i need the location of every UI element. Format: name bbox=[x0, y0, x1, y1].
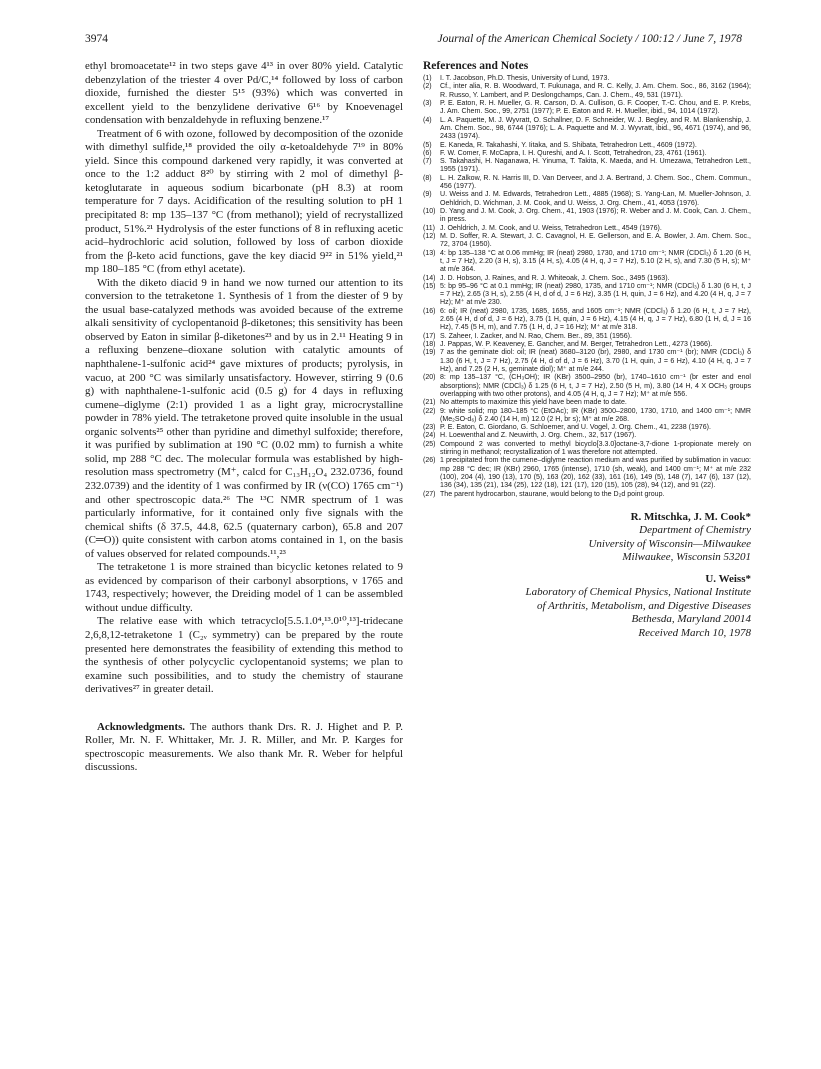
reference-number: (7) bbox=[423, 158, 432, 166]
reference-item bbox=[423, 308, 751, 333]
reference-text: D. Yang and J. M. Cook, J. Org. Chem., 41, 1903 (1976); R. Weber and J. M. Cook, Can. J. Chem., in press. bbox=[440, 208, 751, 224]
reference-item bbox=[423, 117, 751, 142]
affiliation-block-1 bbox=[423, 511, 751, 565]
reference-item bbox=[423, 83, 751, 100]
reference-text: 4: bp 135–138 °C at 0.06 mmHg; IR (neat) 2980, 1730, and 1710 cm⁻¹; NMR (CDCl₃) δ 1.20 (6 H, t, J = 7 Hz), 2.20 (3 H, s), 3.15 (4 H, s), 4.05 (4 H, q, J = 7 Hz), 5.10 (2 H, s), and 7.30 (5 H, s); M⁺ at m/e 364. bbox=[440, 249, 751, 274]
reference-text: The parent hydrocarbon, staurane, would belong to the D₂d point group. bbox=[440, 490, 665, 498]
reference-text: 9: white solid; mp 180–185 °C (EtOAc); IR (KBr) 3500–2800, 1730, 1710, and 1400 cm⁻¹; NMR (Me₂SO-d₆) δ 2.40 (14 H, m) 12.0 (2 H, br s); M⁺ at m/e 268. bbox=[440, 407, 751, 423]
reference-text: M. D. Soffer, R. A. Stewart, J. C. Cavagnol, H. E. Gellerson, and E. A. Bowler, J. Am. Chem. Soc., 72, 3704 (1950). bbox=[440, 232, 751, 249]
references-heading: References and Notes bbox=[423, 60, 529, 72]
page-number: 3974 bbox=[85, 33, 108, 45]
affiliation-block-2 bbox=[423, 573, 751, 641]
reference-item bbox=[423, 424, 751, 432]
reference-text: No attempts to maximize this yield have been made to date. bbox=[440, 399, 627, 407]
reference-text: I. T. Jacobson, Ph.D. Thesis, University of Lund, 1973. bbox=[440, 75, 610, 82]
reference-text: 8: mp 135–137 °C, (CH₃OH); IR (KBr) 3500–2950 (br), 1740–1610 cm⁻¹ (br ester and enol absorptions); NMR (CDCl₃) δ 1.25 (6 H, t, J = 7 Hz), 2.50 (5 H, m), 3.80 (14 H, 4 X OCH₃ groups overlapping with two other protons), and 4.05 (4 H, q, J = 7 Hz); M⁺ at m/e 556. bbox=[440, 374, 751, 398]
journal-title: Journal of the American Chemical Society / 100:12 / June 7, 1978 bbox=[437, 33, 742, 45]
main-text-column bbox=[85, 60, 403, 775]
reference-item bbox=[423, 432, 751, 440]
affiliation-line: of Arthritis, Metabolism, and Digestive Diseases bbox=[537, 599, 751, 612]
reference-text: Cf., inter alia, R. B. Woodward, T. Fukunaga, and R. C. Kelly, J. Am. Chem. Soc., 86, 3162 (1964); R. Russo, Y. Lambert, and P. Deslongchamps, Can. J. Chem., 49, 531 (1971). bbox=[440, 83, 751, 99]
reference-number: (13) bbox=[423, 249, 436, 257]
references-list bbox=[423, 75, 751, 499]
reference-item bbox=[423, 399, 751, 407]
reference-text: H. Loewenthal and Z. Neuwirth, J. Org. Chem., 32, 517 (1967). bbox=[440, 432, 637, 440]
body-paragraph-3: With the diketo diacid 9 in hand we now turned our attention to its conversion to the tetraketone 1. Synthesis of 1 from the diester of 9 by the usual base-catalyzed methods was avoided because of the extreme alkali sensitivity of cyclopentanoid β-diketones; this sensitivity has been observed by Eaton in similar β-diketones²³ and by us in 2.¹¹ Heating 9 in a refluxing benzene–dioxane solution with catalytic amounts of naphthalene-1-sulfonic acid²⁴ gave mixtures of products; pyrolysis, in vacuo, at 200 °C was similarly unsatisfactory. However, stirring 9 (0.6 g) with naphthalene-1-sulfonic acid (0.5 g) for 4 days in refluxing cumene–diglyme (2:1) provided 1 as a light gray, microcrystalline powder in 78% yield. The tetraketone proved quite insoluble in the usual organic solvents²⁵ other than pyridine and dimethyl sulfoxide; therefore, it was purified by sublimation at 190 °C (0.02 mm) to furnish a white solid, mp 288 °C dec. The molecular formula was established by high-resolution mass spectrometry (M⁺, calcd for C₁₃H₁₂O₄ 232.0736, found 232.0739) and the identity of 1 was confirmed by IR (ν(CO) 1765 cm⁻¹) and other spectroscopic data.²⁶ The ¹³C NMR spectrum of 1 was particularly informative, for it contained only five signals with the chemical shifts (δ 37.5, 44.8, 62.5 (quaternary carbon), 65.8 and 207 (C═O)) quite consistent with carbon atoms contained in 1, on the basis of values observed for related compounds.¹¹,²³ bbox=[85, 276, 403, 560]
reference-text: J. Oehldrich, J. M. Cook, and U. Weiss, Tetrahedron Lett., 4549 (1976). bbox=[440, 224, 662, 232]
reference-item bbox=[423, 175, 751, 192]
body-paragraph-4: The tetraketone 1 is more strained than bicyclic ketones related to 9 as evidenced by comparison of their carbonyl absorptions, ν 1765 and 1743, respectively; however, the Dreiding model of 1 can be assembled without undue difficulty. bbox=[85, 561, 403, 614]
acknowledgments-text: The authors thank Drs. R. J. Highet and P. P. Roller, Mr. N. F. Whittaker, Mr. J. R. Miller, and Mr. P. Karges for spectroscopic measurements. We also thank Mr. R. Weber for helpful discussions. bbox=[85, 720, 403, 774]
reference-item bbox=[423, 208, 751, 225]
reference-number: (18) bbox=[423, 341, 436, 348]
reference-number: (2) bbox=[423, 83, 432, 91]
reference-text: Compound 2 was converted to methyl bicyclo[3.3.0]octane-3,7-dione 1-propionate merely on stirring in methanol; recrystallization of 1 was therefore not attempted. bbox=[440, 440, 751, 457]
reference-item bbox=[423, 100, 751, 117]
reference-item bbox=[423, 75, 751, 83]
reference-number: (10) bbox=[423, 208, 436, 215]
reference-number: (1) bbox=[423, 75, 432, 82]
reference-item bbox=[423, 333, 751, 341]
reference-text: L. H. Zalkow, R. N. Harris III, D. Van Derveer, and J. A. Bertrand, J. Chem. Soc., Chem. Commun., 456 (1977). bbox=[440, 174, 751, 191]
body-paragraph-2: Treatment of 6 with ozone, followed by decomposition of the ozonide with dimethyl sulfide,¹⁸ provided the oily α-ketoaldehyde 7¹⁹ in 80% yield. Since this compound darkened very rapidly, it was converted at once to the 1:2 adduct 8²⁰ by stirring with 2 mol of dimethyl β-ketoglutarate in aqueous sodium bicarbonate (pH 8.3) at room temperature for 7 days. Acidification of the resulting solution to pH 1 precipitated 8: mp 135–137 °C (from methanol); yield of recrystallized product, 51%.²¹ Hydrolysis of the ester functions of 8 in refluxing acetic acid–hydrochloric acid solution, followed by loss of carbon dioxide from the β-keto acid functions, gave the key diacid 9²² in 51% yield,²¹ mp 180–185 °C (from ethyl acetate). bbox=[85, 127, 403, 276]
reference-number: (21) bbox=[423, 399, 436, 407]
acknowledgments bbox=[85, 721, 403, 775]
reference-number: (23) bbox=[423, 424, 436, 432]
affiliation-line: Milwaukee, Wisconsin 53201 bbox=[622, 551, 751, 564]
affiliation-line: Bethesda, Maryland 20014 bbox=[631, 613, 751, 626]
received-date: Received March 10, 1978 bbox=[638, 626, 751, 639]
reference-item bbox=[423, 457, 751, 490]
reference-number: (11) bbox=[423, 224, 436, 232]
reference-number: (26) bbox=[423, 457, 436, 465]
reference-text: 1 precipitated from the cumene–diglyme reaction medium and was purified by sublimation in vacuo: mp 288 °C dec; IR (KBr) 2960, 1765 (intense), 1710 (sh, weak), and 1400 cm⁻¹; M⁺ at m/e 232 (100), 204 (4), 190 (13), 170 (5), 163 (20), 162 (33), 161 (16), 149 (5), 148 (7), 147 (6), 137 (12), 136 (34), 135 (21), 134 (25), 122 (18), 121 (17), 120 (15), 105 (28), 94 (12), and 91 (22). bbox=[440, 457, 751, 490]
reference-text: E. Kaneda, R. Takahashi, Y. Iitaka, and S. Shibata, Tetrahedron Lett., 4609 (1972). bbox=[440, 141, 697, 149]
body-paragraph-1: ethyl bromoacetate¹² in two steps gave 4¹³ in over 80% yield. Catalytic debenzylation of the triester 4 over Pd/C,¹⁴ followed by loss of carbon dioxide, furnished the diester 5¹⁵ (93%) which was converted in excellent yield to the benzylidene derivative 6¹⁶ by Knoevenagel condensation with benzaldehyde in refluxing benzene.¹⁷ bbox=[85, 60, 403, 127]
reference-item bbox=[423, 158, 751, 175]
reference-text: 5: bp 95–96 °C at 0.1 mmHg; IR (neat) 2980, 1735, and 1710 cm⁻¹; NMR (CDCl₃) δ 1.30 (6 H, t, J = 7 Hz), 2.65 (3 H, s), 2.55 (4 H, d of d, J = 6 Hz), 3.35 (1 H, quin, J = 6 Hz), and 4.20 (4 H, q, J = 7 Hz); M⁺ at m/e 230. bbox=[440, 282, 751, 307]
body-paragraph-5: The relative ease with which tetracyclo[5.5.1.0⁴,¹³.0¹⁰,¹³]-tridecane 2,6,8,12-tetraketone 1 (C₂ᵥ symmetry) can be prepared by the route presented here demonstrates the feasibility of extending this method to the synthesis of other polycyclic cyclopentanoid systems; we plan to examine such possibilities, and to study the chemistry of staurane derivatives²⁷ in greater detail. bbox=[85, 615, 403, 696]
reference-item bbox=[423, 275, 751, 283]
reference-item bbox=[423, 191, 751, 208]
affiliation-line: University of Wisconsin—Milwaukee bbox=[588, 537, 751, 550]
reference-text: S. Zaheer, I. Zacker, and N. Rao, Chem. Ber., 89, 351 (1956). bbox=[440, 332, 632, 340]
reference-number: (8) bbox=[423, 174, 432, 182]
reference-number: (16) bbox=[423, 307, 436, 315]
reference-item bbox=[423, 491, 751, 499]
reference-number: (9) bbox=[423, 191, 432, 199]
reference-number: (6) bbox=[423, 149, 432, 157]
affiliation-line: Department of Chemistry bbox=[639, 524, 751, 537]
reference-item bbox=[423, 142, 751, 150]
references-column bbox=[423, 60, 751, 640]
author-names: U. Weiss* bbox=[705, 572, 751, 585]
reference-item bbox=[423, 150, 751, 158]
reference-number: (22) bbox=[423, 407, 436, 415]
acknowledgments-heading: Acknowledgments. bbox=[97, 720, 186, 733]
author-names: R. Mitschka, J. M. Cook* bbox=[630, 510, 751, 523]
reference-text: J. D. Hobson, J. Raines, and R. J. Whiteoak, J. Chem. Soc., 3495 (1963). bbox=[440, 274, 670, 282]
reference-number: (17) bbox=[423, 332, 436, 340]
reference-number: (27) bbox=[423, 490, 436, 498]
page-header bbox=[85, 33, 742, 49]
reference-number: (24) bbox=[423, 432, 436, 440]
reference-item bbox=[423, 250, 751, 275]
reference-number: (12) bbox=[423, 232, 436, 240]
reference-text: 7 as the geminate diol: oil; IR (neat) 3680–3120 (br), 2980, and 1730 cm⁻¹ (br); NMR (CDCl₃) δ 1.30 (6 H, t, J = 7 Hz), 2.75 (4 H, d of d, J = 6 Hz), 3.70 (1 H, quin, J = 6 Hz), 4.10 (4 H, q, J = 7 Hz), and 7.25 (2 H, s, geminate diol); M⁺ at m/e 244. bbox=[440, 349, 751, 373]
reference-text: P. E. Eaton, R. H. Mueller, G. R. Carson, D. A. Cullison, G. F. Cooper, T.-C. Chou, and E. P. Krebs, J. Am. Chem. Soc., 99, 2751 (1977); P. E. Eaton and R. H. Mueller, ibid., 94, 1014 (1972). bbox=[440, 99, 751, 116]
reference-text: F. W. Comer, F. McCapra, I. H. Qureshi, and A. I. Scott, Tetrahedron, 23, 4761 (1961). bbox=[440, 149, 707, 157]
reference-number: (3) bbox=[423, 99, 432, 107]
reference-item bbox=[423, 441, 751, 458]
reference-text: 6: oil; IR (neat) 2980, 1735, 1685, 1655, and 1605 cm⁻¹; NMR (CDCl₃) δ 1.20 (6 H, t, J = 7 Hz), 2.65 (4 H, d of d, J = 6 Hz), 3.75 (1 H, quin, J = 6 Hz), 4.15 (4 H, q, J = 7 Hz), 6.80 (1 H, d, J = 16 Hz), 7.45 (5 H, m), and 7.75 (1 H, d, J = 16 Hz); M⁺ at m/e 318. bbox=[440, 307, 751, 332]
reference-text: L. A. Paquette, M. J. Wyvratt, O. Schallner, D. F. Schneider, W. J. Begley, and R. M. Blankenship, J. Am. Chem. Soc., 98, 6744 (1976); L. A. Paquette and M. J. Wyvratt, ibid., 96, 4671 (1974), and 96, 2433 (1974). bbox=[440, 116, 751, 141]
reference-item bbox=[423, 349, 751, 374]
reference-item bbox=[423, 225, 751, 233]
affiliation-line: Laboratory of Chemical Physics, National Institute bbox=[525, 586, 751, 599]
reference-text: S. Takahashi, H. Naganawa, H. Yinuma, T. Takita, K. Maeda, and H. Umezawa, Tetrahedron Lett., 1955 (1971). bbox=[440, 158, 751, 174]
reference-number: (20) bbox=[423, 374, 436, 382]
reference-item bbox=[423, 374, 751, 399]
reference-number: (4) bbox=[423, 116, 432, 124]
reference-item bbox=[423, 283, 751, 308]
reference-number: (5) bbox=[423, 141, 432, 149]
reference-text: U. Weiss and J. M. Edwards, Tetrahedron Lett., 4885 (1968); S. Yang-Lan, M. Mueller-Johnson, J. Oehldrich, D. Wichman, J. M. Cook, and U. Weiss, J. Org. Chem., 41, 4053 (1976). bbox=[440, 191, 751, 207]
reference-item bbox=[423, 341, 751, 349]
reference-number: (25) bbox=[423, 440, 436, 448]
reference-number: (14) bbox=[423, 274, 436, 282]
reference-number: (19) bbox=[423, 349, 436, 357]
reference-text: P. E. Eaton, C. Giordano, G. Schloemer, and U. Vogel, J. Org. Chem., 41, 2238 (1976). bbox=[440, 424, 711, 432]
reference-item bbox=[423, 408, 751, 425]
reference-item bbox=[423, 233, 751, 250]
reference-number: (15) bbox=[423, 282, 436, 290]
reference-text: J. Pappas, W. P. Keaveney, E. Gancher, and M. Berger, Tetrahedron Lett., 4273 (1966). bbox=[440, 341, 713, 348]
